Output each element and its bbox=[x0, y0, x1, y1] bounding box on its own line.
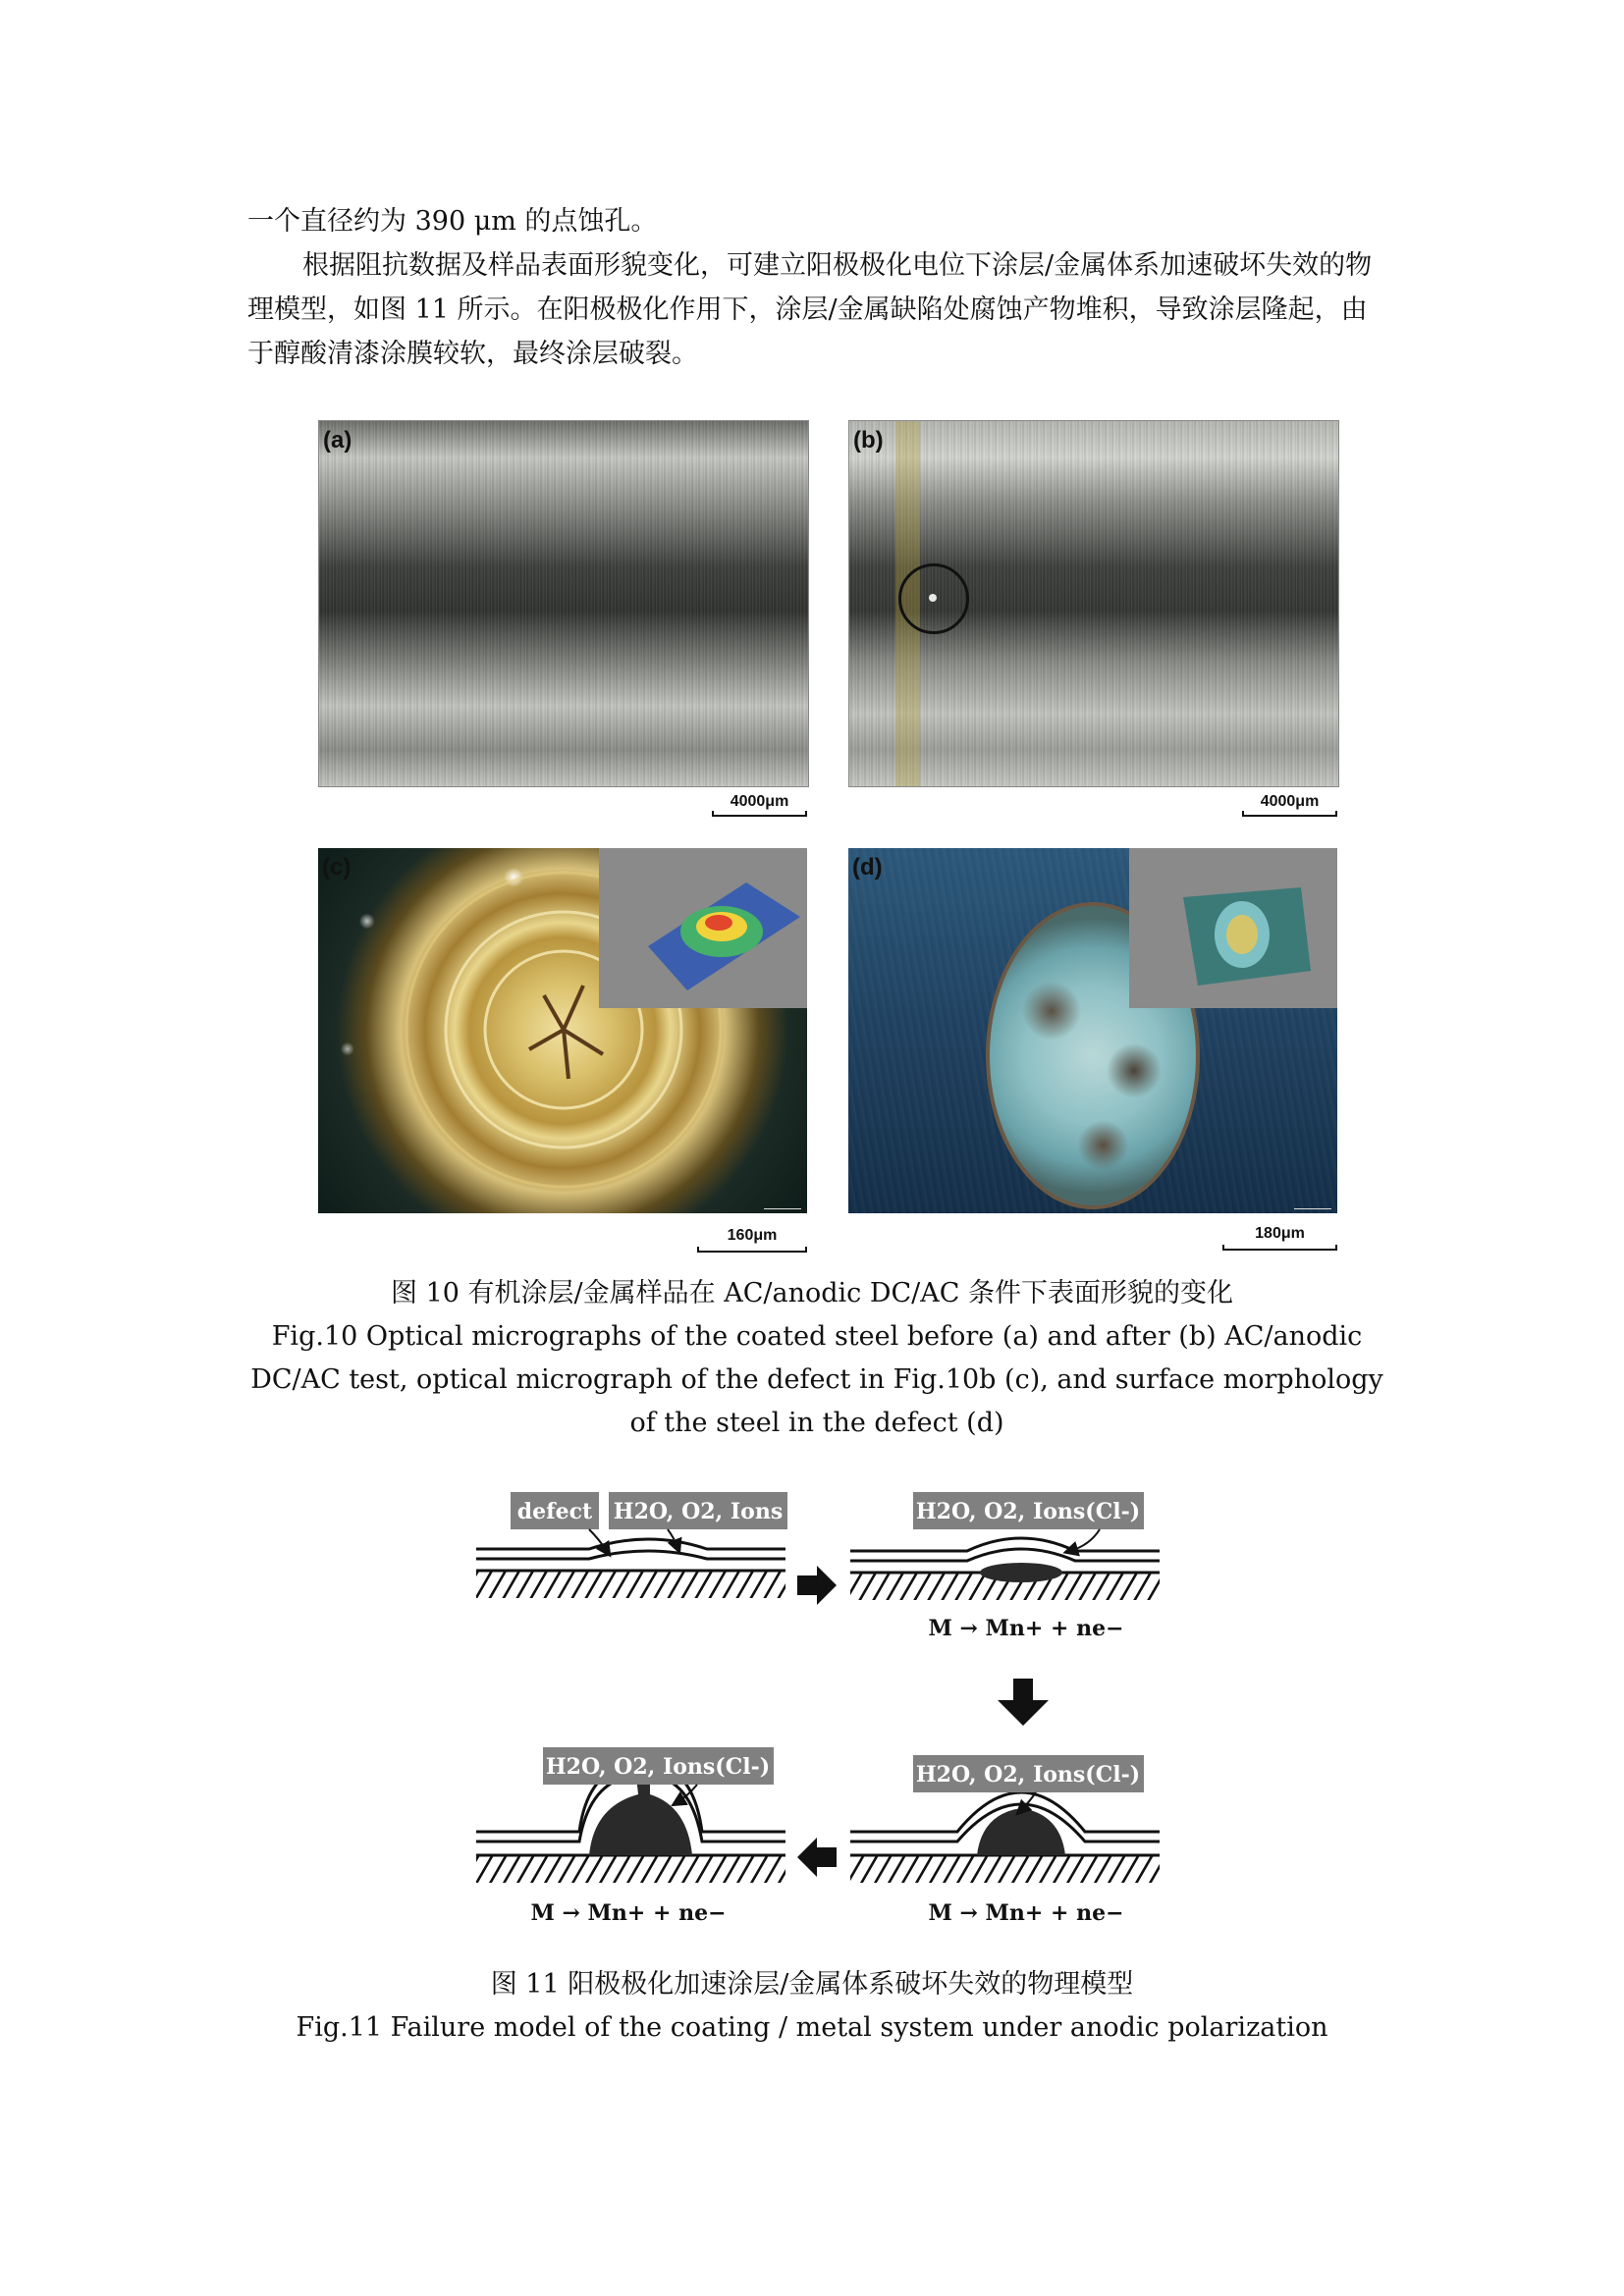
paragraph-main: 根据阻抗数据及样品表面形貌变化，可建立阳极极化电位下涂层/金属体系加速破坏失效的物理模型，如图 11 所示。在阳极极化作用下，涂层/金属缺陷处腐蚀产物堆积，导致涂层隆起，由于醇酸清漆涂膜较软，最终涂层破裂。 bbox=[247, 250, 1373, 369]
scalebar-b bbox=[1242, 793, 1337, 817]
figure10-caption-cn: 图 10 有机涂层/金属样品在 AC/anodic DC/AC 条件下表面形貌的变化 bbox=[391, 1278, 1233, 1308]
step2-corrosion-start bbox=[850, 1492, 1160, 1641]
figure11-caption-en: Fig.11 Failure model of the coating / metal system under anodic polarization bbox=[296, 2012, 1328, 2043]
scalebar-d-label: 180μm bbox=[1255, 1225, 1305, 1242]
step1-intact-coating bbox=[476, 1492, 787, 1598]
reaction-step3: M → Mn+ + ne− bbox=[928, 1900, 1124, 1924]
micrograph-a bbox=[318, 420, 809, 787]
arrow-down-icon bbox=[998, 1679, 1049, 1726]
3d-surface-plot-d bbox=[1129, 848, 1337, 1008]
tiny-scale-d bbox=[1294, 1202, 1331, 1209]
panel-label-c: (c) bbox=[322, 854, 352, 881]
3d-topography-inset-d bbox=[1129, 848, 1337, 1008]
panel-label-a: (a) bbox=[323, 427, 352, 454]
scalebar-a-label: 4000μm bbox=[730, 793, 789, 810]
figure10-caption-en: Fig.10 Optical micrographs of the coated steel before (a) and after (b) AC/anodic DC/AC test, optical micrograph of the defect in Fig.10b (c), and surface morphology of the steel in the defect (d) bbox=[250, 1321, 1383, 1438]
reaction-step2: M → Mn+ + ne− bbox=[928, 1616, 1124, 1641]
micrograph-b bbox=[848, 420, 1339, 787]
scalebar-a bbox=[712, 793, 807, 817]
reaction-step4: M → Mn+ + ne− bbox=[530, 1900, 727, 1924]
step3-product-accumulation bbox=[850, 1755, 1160, 1924]
species-label-step1: H2O, O2, Ions bbox=[613, 1499, 784, 1524]
species-label-step2: H2O, O2, Ions(Cl-) bbox=[915, 1499, 1141, 1524]
3d-surface-plot-c bbox=[599, 848, 807, 1008]
species-label-step3: H2O, O2, Ions(Cl-) bbox=[915, 1762, 1141, 1788]
species-label-step4: H2O, O2, Ions(Cl-) bbox=[545, 1754, 771, 1780]
micrograph-c bbox=[318, 848, 807, 1213]
scalebar-c-label: 160μm bbox=[727, 1227, 778, 1244]
arrow-right-icon bbox=[797, 1566, 837, 1605]
scalebar-d bbox=[1222, 1225, 1337, 1251]
scalebar-c bbox=[697, 1227, 807, 1253]
tiny-scale-c bbox=[764, 1202, 801, 1209]
failure-model-diagram bbox=[0, 1482, 1624, 1924]
figure11-caption-cn: 图 11 阳极极化加速涂层/金属体系破坏失效的物理模型 bbox=[490, 1969, 1134, 2000]
arrow-left-icon bbox=[797, 1838, 837, 1877]
paragraph-continuation: 一个直径约为 390 μm 的点蚀孔。 bbox=[247, 206, 658, 237]
scalebar-b-label: 4000μm bbox=[1260, 793, 1320, 810]
step4-coating-rupture bbox=[476, 1747, 785, 1924]
panel-label-b: (b) bbox=[853, 427, 884, 454]
micrograph-d bbox=[848, 848, 1337, 1213]
panel-label-d: (d) bbox=[852, 854, 883, 881]
defect-dot bbox=[929, 594, 937, 602]
defect-label: defect bbox=[516, 1499, 593, 1524]
3d-topography-inset-c bbox=[599, 848, 807, 1008]
